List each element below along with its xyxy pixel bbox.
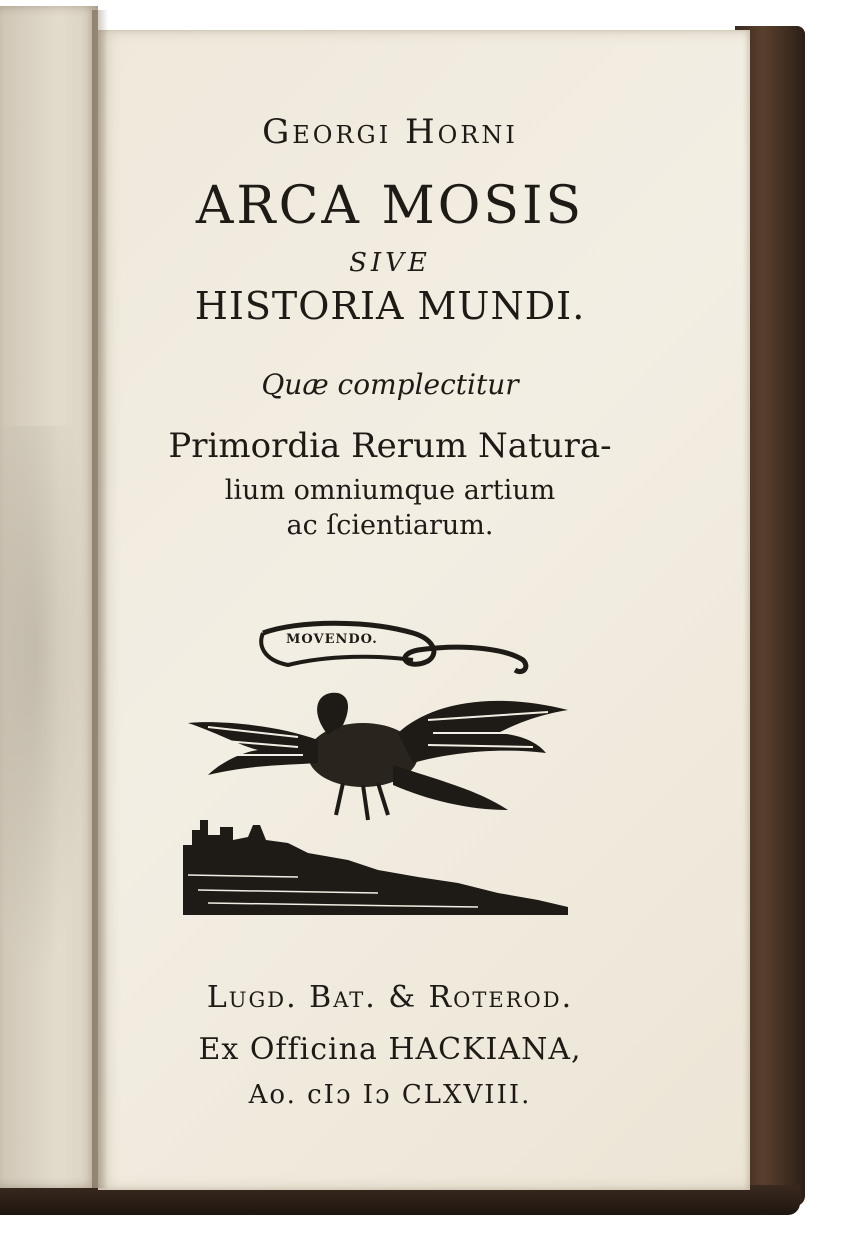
imprint-printing-office: Ex Officina HACKIANA,: [198, 1032, 582, 1067]
author-name: Georgi Horni: [262, 112, 518, 152]
book-subtitle: HISTORIA MUNDI.: [194, 284, 586, 328]
banner-motto: MOVENDO.: [286, 632, 378, 647]
imprint-place: Lugd. Bat. & Roterod.: [206, 980, 574, 1015]
description-line: ac ſcientiarum.: [286, 510, 494, 541]
printers-device-woodcut: [178, 615, 578, 920]
book-title: ARCA MOSIS: [195, 176, 585, 236]
description-line: Primordia Rerum Natura-: [168, 426, 612, 466]
description-line: lium omniumque artium: [224, 475, 556, 506]
imprint-year: Ao. cIɔ Iɔ CLXVIII.: [248, 1080, 532, 1110]
title-conjunction: SIVE: [349, 248, 431, 278]
description-intro: Quæ complectitur: [261, 368, 519, 401]
